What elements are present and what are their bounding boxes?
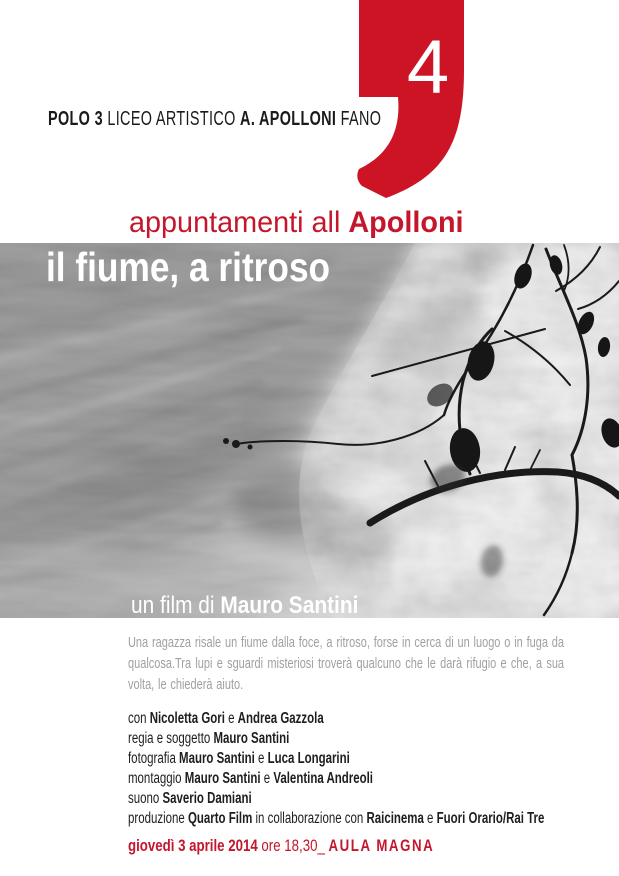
river-photo-illustration bbox=[0, 243, 619, 618]
series-title: appuntamenti all Apolloni bbox=[129, 206, 464, 239]
credits-block bbox=[128, 709, 619, 829]
issue-number: 4 bbox=[406, 25, 450, 110]
film-still-photo bbox=[0, 243, 619, 618]
credit-line-direction: regia e soggetto Mauro Santini bbox=[128, 730, 290, 747]
credit-line-editing: montaggio Mauro Santini e Valentina Andreoli bbox=[128, 770, 373, 787]
credit-line-sound: suono Saverio Damiani bbox=[128, 790, 252, 807]
credit-line-production: produzione Quarto Film in collaborazione con Raicinema e Fuori Orario/Rai Tre bbox=[128, 810, 545, 827]
film-title: il fiume, a ritroso bbox=[46, 244, 331, 290]
school-header: POLO 3 LICEO ARTISTICO A. APOLLONI FANO bbox=[48, 108, 382, 130]
director-byline: un film di Mauro Santini bbox=[131, 592, 359, 618]
event-date-line: giovedì 3 aprile 2014 ore 18,30_ AULA MAGNA bbox=[128, 836, 435, 855]
credit-line-photography: fotografia Mauro Santini e Luca Longarini bbox=[128, 750, 350, 767]
synopsis-text: Una ragazza risale un fiume dalla foce, a ritroso, forse in cerca di un luogo o in fuga da qualcosa.Tra lupi e sguardi misteriosi troverà qualcuno che le darà rifugio e che, a sua volta, le chiederà aiuto. bbox=[128, 635, 565, 693]
credit-line-cast: con Nicoletta Gori e Andrea Gazzola bbox=[128, 710, 324, 727]
